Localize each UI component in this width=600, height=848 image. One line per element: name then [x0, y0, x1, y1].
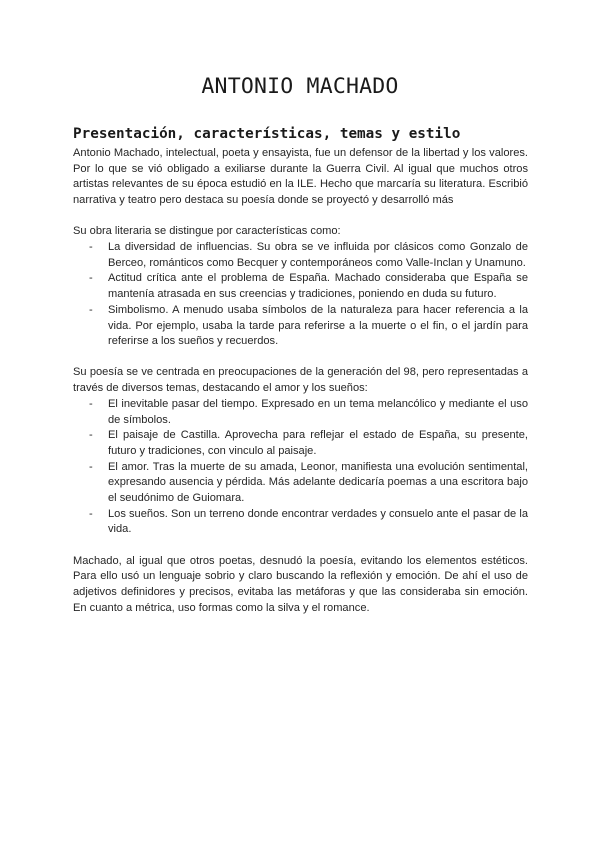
characteristics-intro: Su obra literaria se distingue por características como: [73, 225, 341, 238]
list-item-text: Simbolismo. A menudo usaba símbolos de la naturaleza para hacer referencia a la vida. Por ejemplo, usaba la tarde para referirse a la muerte o el fin, o el jardín para referirse a los sueños y recuerdos. [108, 303, 528, 348]
bullet-dash: - [89, 272, 93, 285]
bullet-dash: - [89, 507, 93, 520]
bullet-dash: - [89, 397, 93, 410]
bullet-dash: - [89, 303, 93, 316]
intro-paragraph: Antonio Machado, intelectual, poeta y ensayista, fue un defensor de la libertad y los valores. Por lo que se vió obligado a exiliarse durante la Guerra Civil. Al igual que muchos otros artistas relevantes de su época estudió en la ILE. Hecho que marcaría su literatura. Escribió narrativa y teatro pero destaca su poesía donde se proyectó y desarrolló más [73, 147, 528, 207]
bullet-dash: - [89, 429, 93, 442]
list-item [73, 397, 528, 428]
list-item-text: El inevitable pasar del tiempo. Expresado en un tema melancólico y mediante el uso de símbolos. [108, 397, 528, 426]
document-title: ANTONIO MACHADO [201, 74, 399, 99]
list-item-text: Los sueños. Son un terreno donde encontrar verdades y consuelo ante el pasar de la vida. [108, 507, 528, 536]
section-heading: Presentación, características, temas y estilo [73, 126, 461, 142]
list-item-text: El paisaje de Castilla. Aprovecha para reflejar el estado de España, su presente, futuro y tradiciones, con vinculo al paisaje. [108, 429, 528, 457]
characteristics-list [73, 240, 528, 350]
list-item [73, 460, 528, 507]
bullet-dash: - [89, 460, 93, 473]
style-paragraph: Machado, al igual que otros poetas, desnudó la poesía, evitando los elementos estéticos. Para ello usó un lenguaje sobrio y claro buscando la reflexión y emoción. De ahí el uso de adjetivos definidores y precisos, evitaba las metáforas y que las consideraba sin emoción. En cuanto a métrica, uso formas como la silva y el romance. [73, 554, 528, 614]
list-item-text: Actitud crítica ante el problema de España. Machado consideraba que España se mantenía atrasada en sus creencias y tradiciones, poniendo en duda su futuro. [108, 272, 528, 301]
list-item [73, 240, 528, 271]
themes-intro: Su poesía se ve centrada en preocupaciones de la generación del 98, pero representadas a través de diversos temas, destacando el amor y los sueños: [73, 366, 528, 395]
themes-list [73, 397, 528, 538]
list-item-text: El amor. Tras la muerte de su amada, Leonor, manifiesta una evolución sentimental, expresando ausencia y pérdida. Más adelante dedicaría poemas a una escritora bajo el seudónimo de Guiomara. [108, 460, 528, 505]
list-item [73, 507, 528, 538]
bullet-dash: - [89, 241, 93, 254]
list-item-text: La diversidad de influencias. Su obra se ve influida por clásicos como Gonzalo de Berceo, románticos como Becquer y contemporáneos como Valle-Inclan y Unamuno. [108, 241, 528, 269]
list-item [73, 428, 528, 459]
list-item [73, 303, 528, 350]
list-item [73, 271, 528, 302]
document-body [73, 125, 528, 616]
